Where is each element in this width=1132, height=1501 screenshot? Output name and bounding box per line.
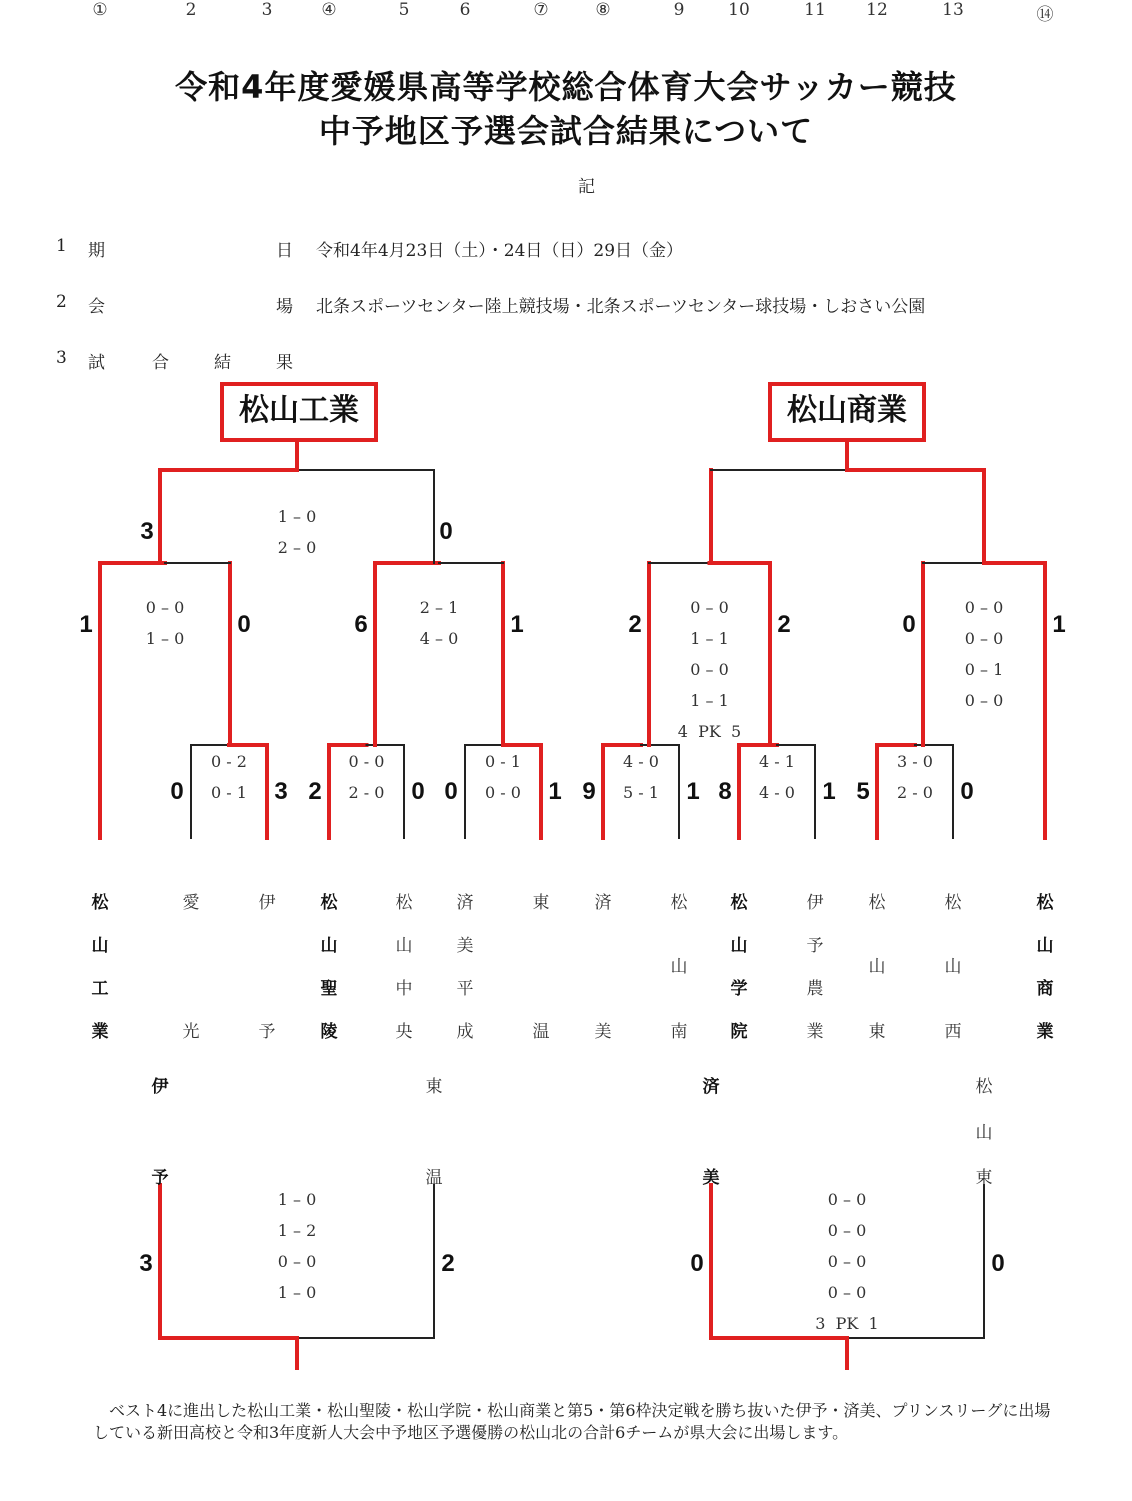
place-team-a-1-1: 美 <box>702 1168 720 1188</box>
r2-half-1-1: 4 – 0 <box>419 629 459 648</box>
info-venue-label1: 会 <box>88 297 105 317</box>
r1-score-b-4: 1 <box>822 778 836 805</box>
team-name-3-1: 山 <box>320 936 338 956</box>
team-seed-5: 6 <box>459 0 471 20</box>
r2-half-3-0: 0 – 0 <box>964 598 1004 617</box>
r2-score-a-3: 0 <box>902 611 916 638</box>
r1-score-b-1: 0 <box>411 778 425 805</box>
r2-score-a-2: 2 <box>628 611 642 638</box>
r1-half-0-1: 0 - 1 <box>211 783 247 802</box>
r1-half-2-1: 0 - 0 <box>485 783 521 802</box>
info-results-label4: 果 <box>276 353 293 373</box>
r2-score-b-1: 1 <box>510 611 524 638</box>
r1-score-a-2: 0 <box>444 778 458 805</box>
place-half-1-4: 3 PK 1 <box>815 1314 879 1333</box>
r1-score-b-0: 3 <box>274 778 288 805</box>
team-seed-0: ① <box>92 0 108 20</box>
r2-score-a-0: 1 <box>79 611 93 638</box>
team-name-10-3: 業 <box>806 1022 824 1042</box>
r1-score-a-5: 5 <box>856 778 870 805</box>
team-name-7-0: 済 <box>594 893 612 913</box>
team-name-8-1: 山 <box>670 957 688 977</box>
team-name-1-1: 光 <box>182 1022 200 1042</box>
team-seed-3: ④ <box>321 0 337 20</box>
info-date-num: 1 <box>56 236 67 256</box>
r2-half-3-2: 0 – 1 <box>964 660 1004 679</box>
r2-score-b-0: 0 <box>237 611 251 638</box>
team-name-5-2: 平 <box>456 979 474 999</box>
info-venue-label2: 場 <box>276 297 293 317</box>
team-name-0-2: 工 <box>91 979 109 999</box>
team-name-9-1: 山 <box>730 936 748 956</box>
info-venue-num: 2 <box>56 292 67 312</box>
place-score-b-0: 2 <box>441 1250 455 1277</box>
info-results-label2: 合 <box>152 353 169 373</box>
place-half-0-3: 1 – 0 <box>277 1283 317 1302</box>
team-name-8-0: 松 <box>670 893 688 913</box>
r1-half-4-0: 4 - 1 <box>759 752 795 771</box>
r2-half-0-1: 1 – 0 <box>145 629 185 648</box>
team-name-9-3: 院 <box>730 1022 748 1042</box>
info-results-num: 3 <box>56 348 67 368</box>
team-name-4-2: 中 <box>395 979 413 999</box>
place-team-b-1-1: 山 <box>975 1123 993 1143</box>
team-name-13-3: 業 <box>1036 1022 1054 1042</box>
place-score-b-1: 0 <box>991 1250 1005 1277</box>
r2-half-2-4: 4 PK 5 <box>677 722 742 741</box>
team-seed-4: 5 <box>398 0 410 20</box>
team-name-6-0: 東 <box>532 893 550 913</box>
team-name-1-0: 愛 <box>182 893 200 913</box>
info-date-value: 令和4年4月23日（土）・24日（日）29日（金） <box>316 241 684 261</box>
team-seed-8: 9 <box>673 0 685 20</box>
team-name-10-0: 伊 <box>806 893 824 913</box>
team-name-11-1: 山 <box>868 957 886 977</box>
footnote: ベスト4に進出した松山工業・松山聖陵・松山学院・松山商業と第5・第6枠決定戦を勝ち抜いた伊予・済美、プリンスリーグに出場している新田高校と令和3年度新人大会中予地区予選優勝の松山北の合計6チームが県大会に出場します。 <box>93 1401 1051 1442</box>
team-name-12-1: 山 <box>944 957 962 977</box>
team-name-10-1: 予 <box>806 936 824 956</box>
r3-score-a: 3 <box>140 518 154 545</box>
r1-half-1-1: 2 - 0 <box>348 783 385 802</box>
r2-score-b-3: 1 <box>1052 611 1066 638</box>
team-name-0-0: 松 <box>91 893 109 913</box>
team-name-9-2: 学 <box>730 979 748 999</box>
document-title-line1: 令和4年度愛媛県高等学校総合体育大会サッカー競技 <box>175 68 957 106</box>
team-name-7-1: 美 <box>594 1022 612 1042</box>
info-date-label1: 期 <box>88 241 105 261</box>
place-score-a-0: 3 <box>139 1250 153 1277</box>
team-name-11-0: 松 <box>868 893 886 913</box>
r3-half-0: 1 – 0 <box>277 507 317 526</box>
r2-half-2-2: 0 – 0 <box>690 660 729 679</box>
team-seed-12: 13 <box>942 0 964 20</box>
info-results-label1: 試 <box>88 353 105 373</box>
r2-half-2-1: 1 – 1 <box>690 629 729 648</box>
info-results-label3: 結 <box>214 353 231 373</box>
team-name-10-2: 農 <box>806 979 824 999</box>
r2-score-b-2: 2 <box>777 611 791 638</box>
place-team-a-0-0: 伊 <box>151 1077 169 1097</box>
team-name-9-0: 松 <box>730 893 748 913</box>
team-name-13-2: 商 <box>1036 979 1054 999</box>
info-venue-value: 北条スポーツセンター陸上競技場・北条スポーツセンター球技場・しおさい公園 <box>316 297 926 317</box>
team-name-6-1: 温 <box>532 1022 550 1042</box>
place-half-1-3: 0 – 0 <box>827 1283 867 1302</box>
place-half-0-1: 1 – 2 <box>277 1221 317 1240</box>
team-seed-2: 3 <box>261 0 273 20</box>
r3-half-1: 2 – 0 <box>277 538 317 557</box>
team-name-0-1: 山 <box>91 936 109 956</box>
place-team-b-1-2: 東 <box>975 1168 993 1188</box>
r1-score-b-3: 1 <box>686 778 700 805</box>
team-name-4-3: 央 <box>395 1022 413 1042</box>
r1-half-5-1: 2 - 0 <box>897 783 933 802</box>
r2-half-2-0: 0 – 0 <box>690 598 729 617</box>
team-name-4-1: 山 <box>395 936 413 956</box>
r1-score-b-5: 0 <box>960 778 974 805</box>
team-seed-6: ⑦ <box>533 0 549 20</box>
winner-box-right: 松山商業 <box>768 382 926 442</box>
place-half-0-2: 0 – 0 <box>277 1252 317 1271</box>
r1-half-4-1: 4 - 0 <box>759 783 795 802</box>
r1-half-1-0: 0 - 0 <box>348 752 385 771</box>
team-name-5-0: 済 <box>456 893 474 913</box>
team-name-13-0: 松 <box>1036 893 1054 913</box>
r2-half-2-3: 1 – 1 <box>690 691 729 710</box>
team-seed-1: 2 <box>185 0 197 20</box>
team-name-0-3: 業 <box>91 1022 109 1042</box>
team-name-11-2: 東 <box>868 1022 886 1042</box>
team-name-12-2: 西 <box>944 1022 962 1042</box>
r1-score-a-0: 0 <box>170 778 184 805</box>
r1-half-5-0: 3 - 0 <box>897 752 933 771</box>
r1-score-a-4: 8 <box>718 778 732 805</box>
info-date-label2: 日 <box>276 241 293 261</box>
place-half-0-0: 1 – 0 <box>277 1190 317 1209</box>
team-seed-11: 12 <box>866 0 888 20</box>
team-name-2-1: 予 <box>258 1022 276 1042</box>
team-seed-13: ⑭ <box>1036 5 1054 25</box>
place-team-b-0-1: 温 <box>425 1168 443 1188</box>
place-half-1-2: 0 – 0 <box>827 1252 867 1271</box>
team-name-8-2: 南 <box>670 1022 688 1042</box>
team-name-12-0: 松 <box>944 893 962 913</box>
place-team-b-1-0: 松 <box>975 1077 993 1097</box>
team-name-3-2: 聖 <box>320 979 338 999</box>
place-team-b-0-0: 東 <box>425 1077 443 1097</box>
team-seed-7: ⑧ <box>595 0 611 20</box>
r3-score-b: 0 <box>439 518 453 545</box>
team-name-2-0: 伊 <box>258 893 276 913</box>
ki-label: 記 <box>578 177 595 197</box>
team-name-3-3: 陵 <box>320 1022 338 1042</box>
r2-half-1-0: 2 – 1 <box>419 598 459 617</box>
team-name-3-0: 松 <box>320 893 338 913</box>
team-seed-9: 10 <box>728 0 750 20</box>
team-name-5-3: 成 <box>456 1022 474 1042</box>
place-half-1-0: 0 – 0 <box>827 1190 867 1209</box>
r1-half-2-0: 0 - 1 <box>485 752 521 771</box>
team-name-4-0: 松 <box>395 893 413 913</box>
team-seed-10: 11 <box>804 0 826 20</box>
r1-half-0-0: 0 - 2 <box>211 752 247 771</box>
r2-half-0-0: 0 – 0 <box>145 598 185 617</box>
winner-box-left: 松山工業 <box>220 382 378 442</box>
r1-score-a-1: 2 <box>308 778 322 805</box>
r2-half-3-1: 0 – 0 <box>964 629 1004 648</box>
r1-score-b-2: 1 <box>548 778 562 805</box>
r1-score-a-3: 9 <box>582 778 596 805</box>
r2-score-a-1: 6 <box>354 611 368 638</box>
place-half-1-1: 0 – 0 <box>827 1221 867 1240</box>
r1-half-3-0: 4 - 0 <box>623 752 659 771</box>
r2-half-3-3: 0 – 0 <box>964 691 1004 710</box>
place-team-a-1-0: 済 <box>702 1077 720 1097</box>
team-name-13-1: 山 <box>1036 936 1054 956</box>
place-score-a-1: 0 <box>690 1250 704 1277</box>
team-name-5-1: 美 <box>456 936 474 956</box>
place-team-a-0-1: 予 <box>151 1168 169 1188</box>
document-title-line2: 中予地区予選会試合結果について <box>318 112 814 150</box>
r1-half-3-1: 5 - 1 <box>623 783 659 802</box>
